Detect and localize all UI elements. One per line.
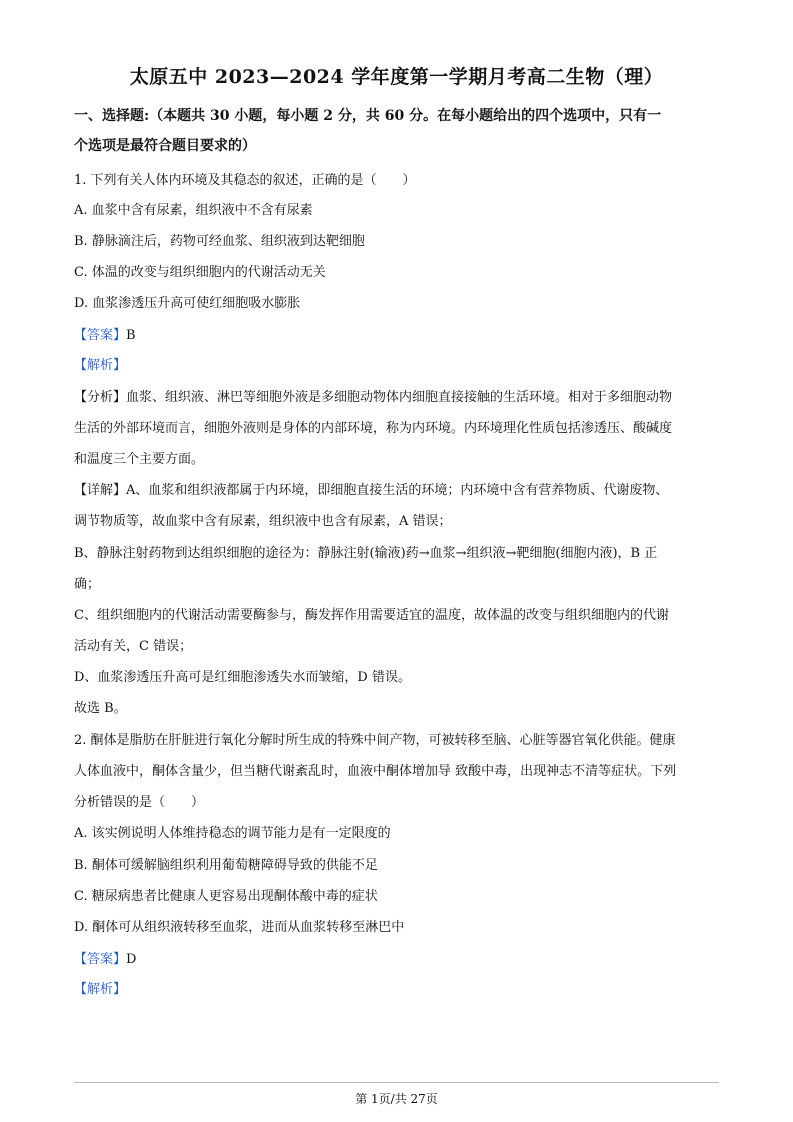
section-heading-cont: 个选项是最符合题目要求的） [74, 138, 256, 154]
question-1-fenxi-line: 生活的外部环境而言，细胞外液则是身体的内部环境，称为内环境。内环境理化性质包括渗透压、酸碱度 [74, 421, 673, 436]
fenxi-tag: 【分析】 [74, 390, 127, 405]
question-1-xiangjie-line: D、血浆渗透压升高可是红细胞渗透失水而皱缩，D 错误。 [74, 670, 411, 685]
question-1-option-a: A. 血浆中含有尿素，组织液中不含有尿素 [74, 203, 313, 218]
question-2-option-a: A. 该实例说明人体维持稳态的调节能力是有一定限度的 [74, 826, 391, 841]
question-1-option-c: C. 体温的改变与组织细胞内的代谢活动无关 [74, 265, 326, 280]
question-1-xiangjie-line: 活动有关，C 错误； [74, 639, 193, 654]
question-1-fenxi-line [74, 389, 724, 407]
question-2-stem: 分析错误的是（ ） [74, 795, 205, 810]
footer-divider [74, 1082, 719, 1083]
fenxi-text: 血浆、组织液、淋巴等细胞外液是多细胞动物体内细胞直接接触的生活环境。相对于多细胞动物 [126, 390, 673, 405]
question-1-answer [74, 327, 724, 345]
question-1-stem: 1. 下列有关人体内环境及其稳态的叙述，正确的是（ ） [74, 173, 416, 188]
question-1-xiangjie-line: 调节物质等，故血浆中含有尿素，组织液中也含有尿素，A 错误； [74, 514, 452, 529]
answer-tag: 【答案】 [74, 952, 127, 967]
question-1-option-d: D. 血浆渗透压升高可使红细胞吸水膨胀 [74, 296, 301, 311]
xiangjie-text: A、血浆和组织液都属于内环境，即细胞直接生活的环境；内环境中含有营养物质、代谢废物、 [126, 483, 669, 498]
page-number: 第 1页/共 27页 [355, 1092, 438, 1106]
section-heading: 一、选择题:（本题共 30 小题，每小题 2 分，共 60 分。在每小题给出的四个选项中，只有一 [74, 108, 662, 124]
document-title: 太原五中 2023—2024 学年度第一学期月考高二生物（理） [129, 66, 664, 88]
question-1-xiangjie-line [74, 482, 724, 500]
question-1-xiangjie-line: C、组织细胞内的代谢活动需要酶参与，酶发挥作用需要适宜的温度，故体温的改变与组织细胞内的代谢 [74, 608, 669, 623]
question-2-stem: 人体血液中，酮体含量少，但当糖代谢紊乱时，血液中酮体增加导 致酸中毒，出现神志不清等症状。下列 [74, 764, 677, 779]
question-2-option-d: D. 酮体可从组织液转移至血浆，进而从血浆转移至淋巴中 [74, 920, 405, 935]
xiangjie-tag: 【详解】 [74, 483, 127, 498]
question-2-stem: 2. 酮体是脂肪在肝脏进行氧化分解时所生成的特殊中间产物，可被转移至脑、心脏等器官氧化供能。健康 [74, 733, 676, 748]
question-1-xiangjie-line: 确； [74, 577, 101, 592]
question-2-analysis-tag: 【解析】 [74, 982, 127, 997]
question-2-answer [74, 951, 724, 969]
question-2-option-b: B. 酮体可缓解脑组织利用葡萄糖障碍导致的供能不足 [74, 858, 378, 873]
question-1-conclusion: 故选 B。 [74, 701, 127, 716]
question-1-xiangjie-line: B、静脉注射药物到达组织细胞的途径为：静脉注射(输液)药→血浆→组织液→靶细胞(细胞内液)，B 正 [74, 546, 658, 561]
answer-value: B [126, 328, 136, 343]
answer-value: D [126, 952, 137, 967]
question-2-option-c: C. 糖尿病患者比健康人更容易出现酮体酸中毒的症状 [74, 889, 378, 904]
question-1-option-b: B. 静脉滴注后，药物可经血浆、组织液到达靶细胞 [74, 234, 365, 249]
question-1-analysis-tag: 【解析】 [74, 358, 127, 373]
answer-tag: 【答案】 [74, 328, 127, 343]
question-1-fenxi-line: 和温度三个主要方面。 [74, 452, 205, 467]
